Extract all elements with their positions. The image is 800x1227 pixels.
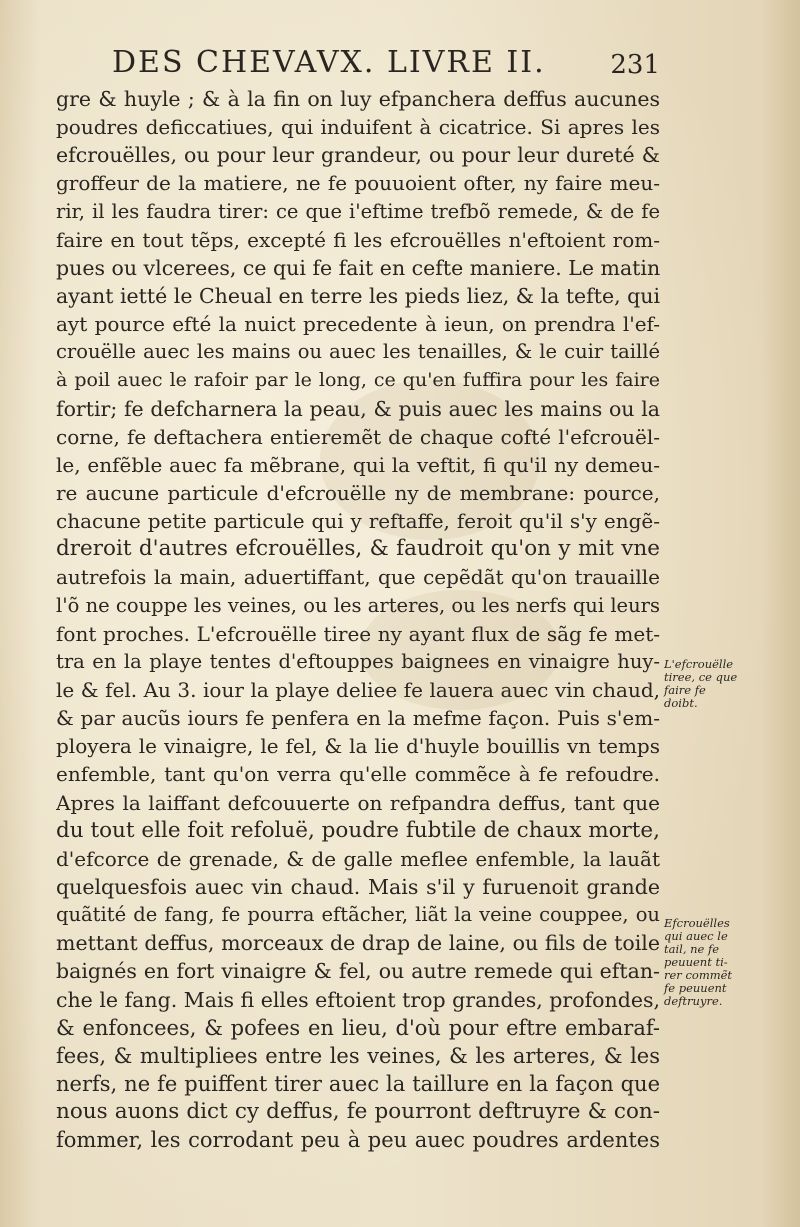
- marginal-note-line: faire fe: [664, 683, 706, 697]
- running-header: [112, 46, 660, 80]
- text-line: nerfs, ne fe puiffent tirer auec la taillure en la façon que: [56, 1071, 660, 1096]
- running-title: DES CHEVAVX. LIVRE II.: [112, 45, 546, 80]
- marginal-note-line: L'efcrouëlle: [664, 657, 734, 671]
- marginal-note-line: fe peuuent: [664, 981, 727, 995]
- marginal-note-line: doibt.: [664, 696, 698, 710]
- text-line: l'õ ne couppe les veines, ou les arteres, ou les nerfs qui leurs: [56, 593, 660, 617]
- text-line: chacune petite particule qui y reftaffe, feroit qu'il s'y engẽ-: [56, 509, 660, 534]
- text-line: quãtité de fang, fe pourra eftãcher, liãt la veine couppee, ou: [56, 903, 660, 927]
- marginal-note: [664, 917, 792, 1008]
- text-line: font proches. L'efcrouëlle tiree ny ayant flux de sãg fe met-: [56, 621, 660, 646]
- text-line: crouëlle auec les mains ou auec les tenailles, & le cuir taillé: [56, 340, 660, 364]
- page-number: 231: [610, 50, 660, 80]
- text-line: Apres la laiffant defcouuerte on refpandra deffus, tant que: [56, 790, 660, 815]
- text-line: le & fel. Au 3. iour la playe deliee fe lauera auec vin chaud,: [56, 677, 660, 702]
- marginal-note-line: peuuent ti-: [664, 955, 728, 969]
- text-line: mettant deffus, morceaux de drap de laine, ou fils de toile: [56, 931, 660, 956]
- text-line: tra en la playe tentes d'eftouppes baignees en vinaigre huy-: [56, 649, 660, 673]
- text-line: du tout elle foit refoluë, poudre fubtile de chaux morte,: [56, 817, 660, 843]
- text-line: ployera le vinaigre, le fel, & la lie d'huyle bouillis vn temps: [56, 734, 660, 759]
- text-line: rir, il les faudra tirer: ce que i'eftime trefbõ remede, & de fe: [56, 199, 660, 223]
- marginal-note-line: Efcrouëlles: [664, 916, 730, 930]
- text-line: & par aucũs iours fe penfera en la mefme façon. Puis s'em-: [56, 706, 660, 731]
- marginal-note-line: tail, ne fe: [664, 942, 720, 956]
- text-line: à poil auec le rafoir par le long, ce qu'en fuffira pour les faire: [56, 369, 660, 392]
- text-line: corne, fe deftachera entieremẽt de chaque cofté l'efcrouël-: [56, 424, 660, 449]
- text-line: ayant ietté le Cheual en terre les pieds liez, & la tefte, qui: [56, 283, 660, 308]
- text-line: baignés en fort vinaigre & fel, ou autre remede qui eftan-: [56, 959, 660, 984]
- text-line: dreroit d'autres efcrouëlles, & faudroit qu'on y mit vne: [56, 536, 660, 562]
- marginal-note-line: tiree, ce que: [664, 670, 738, 684]
- text-line: efcrouëlles, ou pour leur grandeur, ou pour leur dureté &: [56, 143, 660, 168]
- text-line: groffeur de la matiere, ne fe pouuoient ofter, ny faire meu-: [56, 171, 660, 196]
- text-line: quelquesfois auec vin chaud. Mais s'il y furuenoit grande: [56, 874, 660, 899]
- text-line: fortir; fe defcharnera la peau, & puis auec les mains ou la: [56, 396, 660, 421]
- text-line: re aucune particule d'efcrouëlle ny de membrane: pource,: [56, 480, 660, 505]
- text-line: ayt pource efté la nuict precedente à ieun, on prendra l'ef-: [56, 312, 660, 337]
- text-line: fommer, les corrodant peu à peu auec poudres ardentes: [56, 1128, 660, 1153]
- text-line: le, enfẽble auec fa mẽbrane, qui la veftit, fi qu'il ny demeu-: [56, 452, 660, 477]
- text-line: poudres deficcatiues, qui induifent à cicatrice. Si apres les: [56, 115, 660, 140]
- marginal-note-line: deftruyre.: [664, 994, 723, 1008]
- marginal-note: [664, 658, 792, 710]
- marginal-note-line: rer commẽt: [664, 968, 733, 982]
- text-line: autrefois la main, aduertiffant, que cepẽdãt qu'on trauaille: [56, 565, 660, 590]
- text-line: & enfoncees, & pofees en lieu, d'où pour eftre embaraf-: [56, 1015, 660, 1040]
- marginal-note-line: qui auec le: [664, 929, 728, 943]
- text-line: fees, & multipliees entre les veines, & les arteres, & les: [56, 1043, 660, 1068]
- text-line: faire en tout tẽps, excepté fi les efcrouëlles n'eftoient rom-: [56, 227, 660, 252]
- text-line: gre & huyle ; & à la fin on luy efpanchera deffus aucunes: [56, 87, 660, 111]
- text-line: d'efcorce de grenade, & de galle meflee enfemble, la lauãt: [56, 846, 660, 871]
- body-text: [56, 85, 660, 1154]
- text-line: nous auons dict cy deffus, fe pourront deftruyre & con-: [56, 1099, 660, 1125]
- text-line: che le fang. Mais fi elles eftoient trop grandes, profondes,: [56, 987, 660, 1012]
- text-line: enfemble, tant qu'on verra qu'elle commẽce à fe refoudre.: [56, 762, 660, 787]
- text-line: pues ou vlcerees, ce qui fe fait en cefte maniere. Le matin: [56, 255, 660, 280]
